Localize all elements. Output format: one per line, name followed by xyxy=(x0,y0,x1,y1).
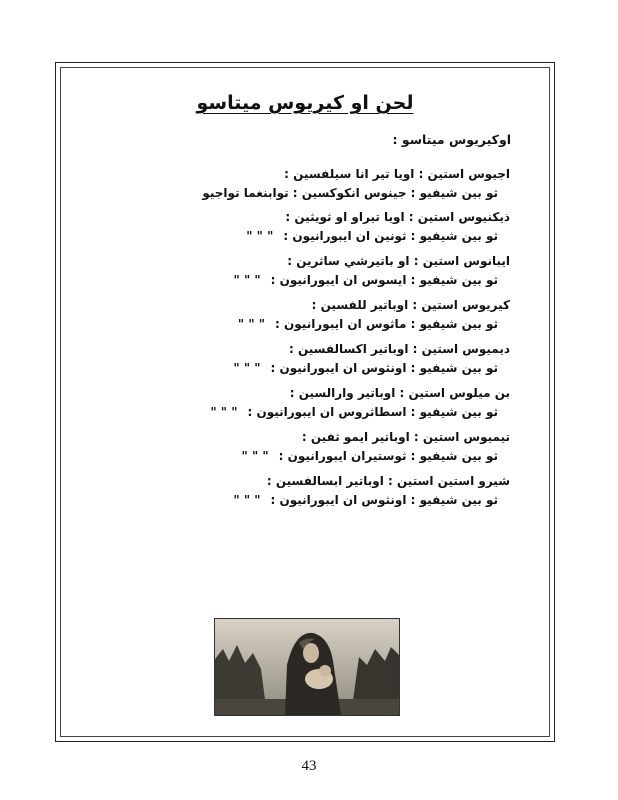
stanza-line-2 xyxy=(110,315,510,334)
stanza-line-2 xyxy=(110,227,510,246)
stanza-3 xyxy=(110,252,510,290)
picture-illustration xyxy=(215,619,399,715)
page-title: لحن او كيريوس ميتاسو xyxy=(196,92,414,114)
stanza-5 xyxy=(110,340,510,378)
stanza-line-1: ديميوس استين : اوباتير اكسالفسين : xyxy=(289,342,510,356)
stanza-6 xyxy=(110,384,510,422)
stanza-line-1: اجيوس استين : اويا تير انا سيلفسين : xyxy=(284,167,510,181)
ditto-marks: " " " xyxy=(233,273,261,287)
stanza-response: ثو بين شيفيو : اسطاثروس ان ايبورانيون : xyxy=(247,405,498,419)
stanza-7 xyxy=(110,428,510,466)
ditto-marks: " " " xyxy=(241,449,269,463)
madonna-and-child-picture xyxy=(214,618,400,716)
stanza-response: ثو بين شيفيو : ثوستيران ايبورانيون : xyxy=(278,449,498,463)
stanza-line-1: تيميوس استين : اوباتير ايمو ثفين : xyxy=(301,430,510,444)
ditto-marks: " " " xyxy=(246,229,274,243)
stanza-line-2 xyxy=(110,491,510,510)
stanza-line-2 xyxy=(110,447,510,466)
stanza-line-1: ايبانوس استين : او باتيرشي ساثرين : xyxy=(287,254,510,268)
ditto-marks: " " " xyxy=(233,493,261,507)
ditto-marks: " " " xyxy=(237,317,266,331)
stanza-line-1: ذيكنيوس استين : اويا تيراو او ثويثين : xyxy=(285,210,510,224)
ditto-marks: " " " xyxy=(210,405,238,419)
stanza-4 xyxy=(110,296,510,334)
stanza-line-2 xyxy=(110,271,510,290)
stanza-response: ثو بين شيفيو : ماثوس ان ايبورانيون : xyxy=(275,317,498,331)
stanza-1 xyxy=(110,165,510,203)
intro-line: اوكيريوس ميتاسو : xyxy=(392,132,511,147)
stanza-line-2 xyxy=(110,184,510,203)
stanza-response: ثو بين شيفيو : اونثوس ان ايبورانيون : xyxy=(270,361,498,375)
stanza-line-1: بن ميلوس استين : اوباتير وارالسين : xyxy=(289,386,510,400)
page-number: 43 xyxy=(301,758,317,774)
stanza-line-1: شيرو استين استين : اوباتير ابسالفسين : xyxy=(266,474,510,488)
stanza-2 xyxy=(110,208,510,246)
stanza-response: ثو بين شيفيو : ايسوس ان ايبورانيون : xyxy=(270,273,498,287)
stanza-line-2 xyxy=(110,359,510,378)
stanza-line-1: كيريوس استين : اوباتير للفسين : xyxy=(311,298,510,312)
stanza-line-2 xyxy=(110,403,510,422)
stanza-response: ثو بين شيفيو : اونثوس ان ايبورانيون : xyxy=(270,493,498,507)
ditto-marks: " " " xyxy=(233,361,261,375)
stanza-response: ثو بين شيفيو : جينوس انكوكسين : توابنغما تواجيو xyxy=(202,186,498,200)
stanza-8 xyxy=(110,472,510,510)
stanza-response: ثو بين شيفيو : ثونين ان ايبورانيون : xyxy=(283,229,498,243)
